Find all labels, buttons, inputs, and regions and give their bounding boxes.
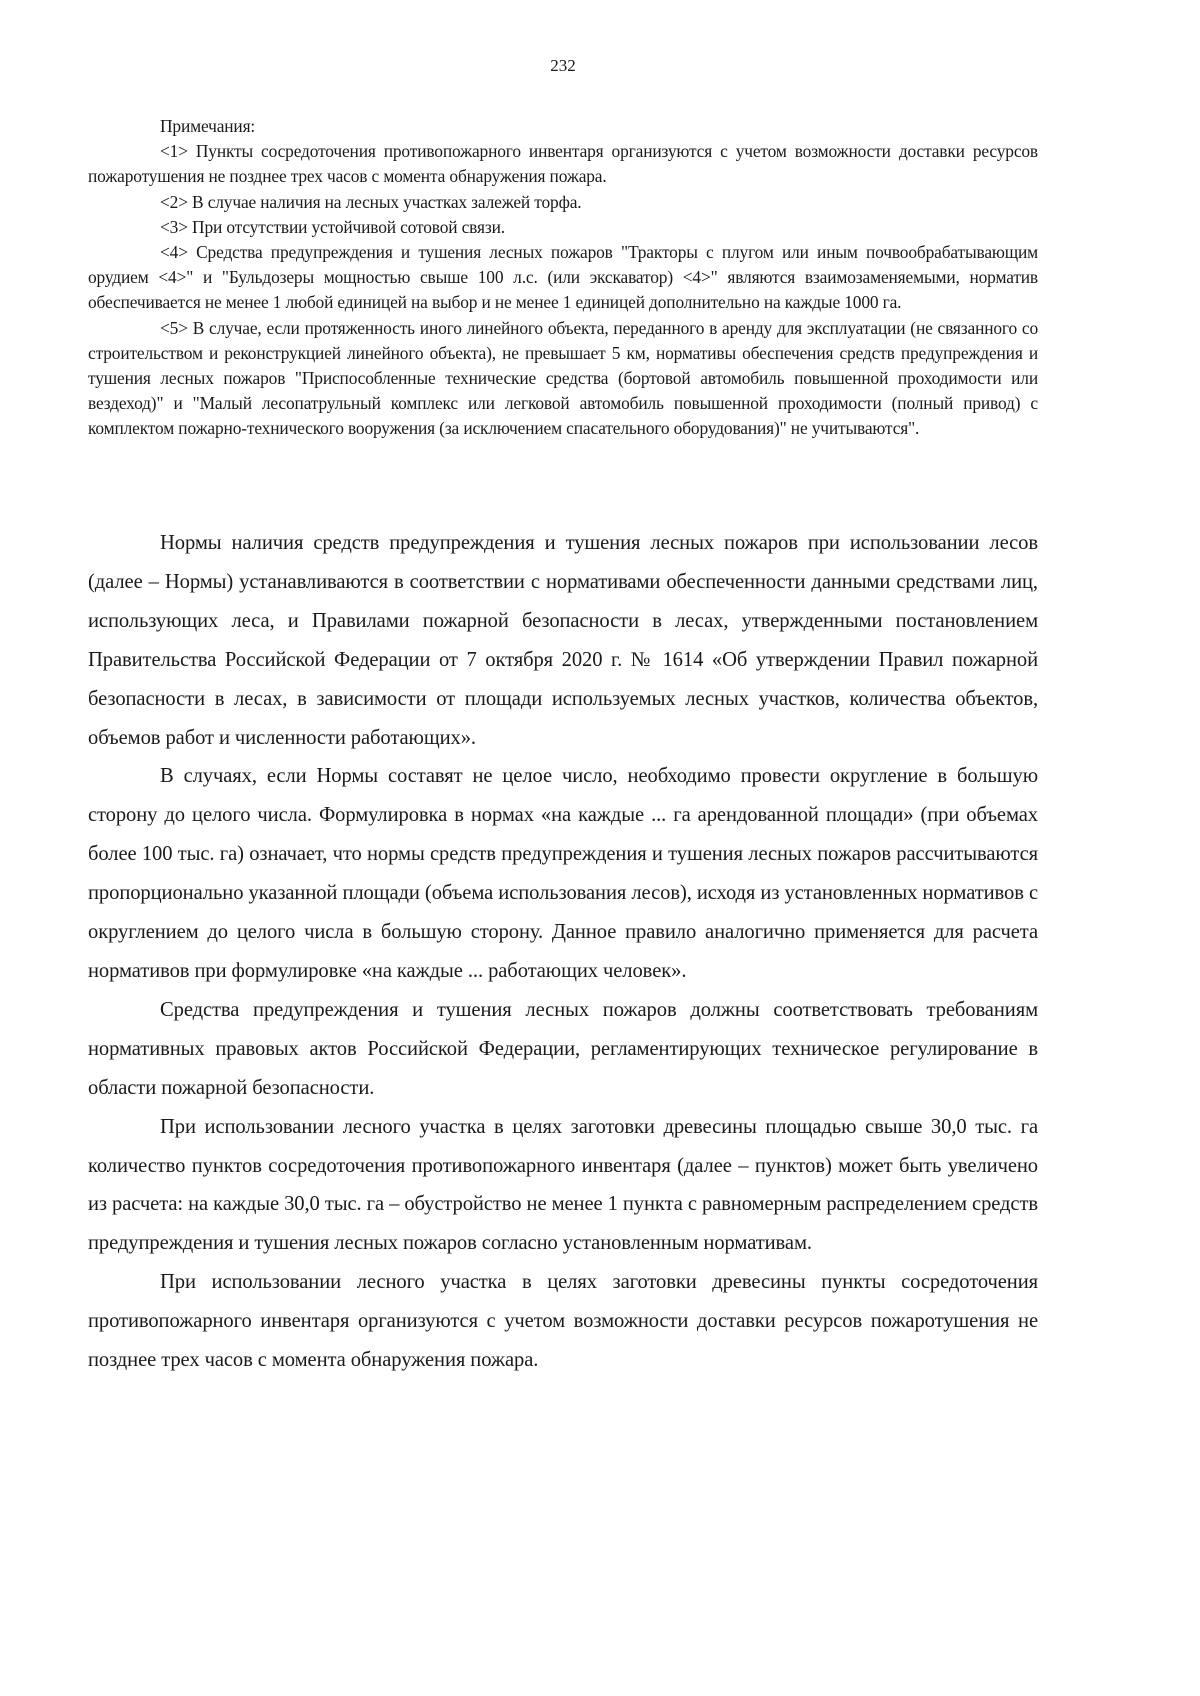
- note-4: <4> Средства предупреждения и тушения лесных пожаров "Тракторы с плугом или иным почвообрабатывающим орудием <4>" и "Бульдозеры мощностью свыше 100 л.с. (или экскаватор) <4>" являются взаимозаменяемыми, норматив обеспечивается не менее 1 любой единицей на выбор и не менее 1 единицей дополнительно на каждые 1000 га.: [88, 242, 1038, 313]
- note-1: <1> Пункты сосредоточения противопожарного инвентаря организуются с учетом возможности доставки ресурсов пожаротушения не позднее трех часов с момента обнаружения пожара.: [88, 141, 1038, 187]
- notes-title: Примечания:: [160, 116, 256, 136]
- page-number: 232: [550, 56, 576, 75]
- paragraph-norms: Нормы наличия средств предупреждения и тушения лесных пожаров при использовании лесов (далее – Нормы) устанавливаются в соответствии с нормативами обеспеченности данными средствами лиц, использующих леса, и Правилами пожарной безопасности в лесах, утвержденными постановлением Правительства Российской Федерации от 7 октября 2020 г. № 1614 «Об утверждении Правил пожарной безопасности в лесах, в зависимости от площади используемых лесных участков, количества объектов, объемов работ и численности работающих».: [88, 532, 1038, 749]
- notes-section: [88, 114, 1038, 442]
- body-text: [88, 524, 1038, 1380]
- paragraph-points-organization: При использовании лесного участка в целях заготовки древесины пункты сосредоточения противопожарного инвентаря организуются с учетом возможности доставки ресурсов пожаротушения не позднее трех часов с момента обнаружения пожара.: [88, 1271, 1038, 1372]
- note-2: <2> В случае наличия на лесных участках залежей торфа.: [160, 191, 582, 212]
- note-5: <5> В случае, если протяженность иного линейного объекта, переданного в аренду для эксплуатации (не связанного со строительством и реконструкцией линейного объекта), не превышает 5 км, нормативы обеспечения средств предупреждения и тушения лесных пожаров "Приспособленные технические средства (бортовой автомобиль повышенной проходимости или вездеход)" и "Малый лесопатрульный комплекс или легковой автомобиль повышенной проходимости (полный привод) с комплектом пожарно-технического вооружения (за исключением спасательного оборудования)" не учитываются".: [88, 317, 1038, 439]
- document-page: [88, 0, 1038, 1696]
- note-3: <3> При отсутствии устойчивой сотовой связи.: [160, 216, 505, 237]
- paragraph-requirements: Средства предупреждения и тушения лесных пожаров должны соответствовать требованиям нормативных правовых актов Российской Федерации, регламентирующих техническое регулирование в области пожарной безопасности.: [88, 998, 1038, 1099]
- paragraph-rounding: В случаях, если Нормы составят не целое число, необходимо провести округление в большую сторону до целого числа. Формулировка в нормах «на каждые ... га арендованной площади» (при объемах более 100 тыс. га) означает, что нормы средств предупреждения и тушения лесных пожаров рассчитываются пропорционально указанной площади (объема использования лесов), исходя из установленных нормативов с округлением до целого числа в большую сторону. Данное правило аналогично применяется для расчета нормативов при формулировке «на каждые ... работающих человек».: [88, 765, 1038, 982]
- paragraph-points-count: При использовании лесного участка в целях заготовки древесины площадью свыше 30,0 тыс. га количество пунктов сосредоточения противопожарного инвентаря (далее – пунктов) может быть увеличено из расчета: на каждые 30,0 тыс. га – обустройство не менее 1 пункта с равномерным распределением средств предупреждения и тушения лесных пожаров согласно установленным нормативам.: [88, 1115, 1038, 1255]
